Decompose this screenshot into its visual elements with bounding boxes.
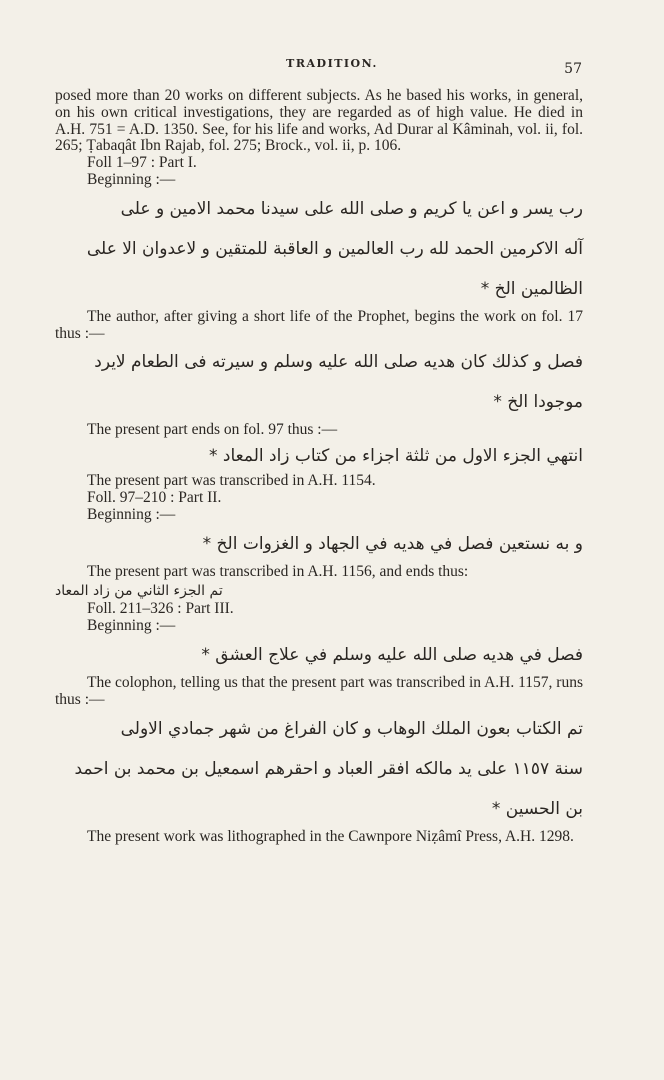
paragraph-transcribed-1: The present part was transcribed in A.H. 1154.	[87, 472, 376, 490]
paragraph-biography: posed more than 20 works on different subjects. As he based his works, in general, on his own critical investigations, they are regarded as of high value. He died in A.H. 751 = A.D. 1350. See, for his life and works, Ad Durar al Kâminah, vol. ii, fol. 265; Ṭabaqât Ibn Rajab, fol. 275; Brock., vol. ii, p. 106.	[55, 87, 583, 155]
beginning-label-2: Beginning :—	[87, 505, 176, 523]
arabic-line: بن الحسين *	[491, 798, 583, 819]
folio-part-1: Foll 1–97 : Part I.	[87, 154, 197, 172]
paragraph-author: The author, after giving a short life of the Prophet, begins the work on fol. 17 thus :—	[55, 307, 583, 342]
running-header	[0, 57, 664, 77]
paragraph-part-end: The present part ends on fol. 97 thus :—	[87, 421, 338, 439]
arabic-line-inline	[55, 580, 583, 601]
arabic-line: سنة ١١٥٧ على يد مالكه افقر العباد و احقرهم اسمعيل بن محمد بن احمد	[74, 758, 583, 779]
paragraph-colophon: The colophon, telling us that the present part was transcribed in A.H. 1157, runs thus :—	[55, 673, 583, 708]
arabic-line: آله الاكرمين الحمد لله رب العالمين و العاقبة للمتقين و لاعدوان الا على	[86, 238, 583, 259]
page-body	[55, 88, 583, 845]
folio-part-3: Foll. 211–326 : Part III.	[87, 600, 234, 618]
arabic-line: فصل في هديه صلى الله عليه وسلم في علاج العشق *	[201, 644, 583, 665]
arabic-line: تم الكتاب بعون الملك الوهاب و كان الفراغ من شهر جمادي الاولى	[120, 718, 583, 739]
arabic-line: و به نستعين فصل في هديه في الجهاد و الغزوات الخ *	[202, 533, 583, 554]
page-number: 57	[564, 61, 582, 77]
arabic-line: فصل و كذلك كان هديه صلى الله عليه وسلم و سيرته فى الطعام لايرد	[94, 352, 583, 373]
folio-part-2: Foll. 97–210 : Part II.	[87, 488, 222, 506]
running-title: TRADITION.	[286, 57, 378, 70]
arabic-line: انتهي الجزء الاول من ثلثة اجزاء من كتاب زاد المعاد *	[209, 446, 583, 467]
arabic-line: موجودا الخ *	[493, 392, 583, 413]
arabic-line: الظالمين الخ *	[480, 278, 583, 299]
paragraph-lithographed: The present work was lithographed in the Cawnpore Niẓâmî Press, A.H. 1298.	[87, 827, 574, 845]
arabic-inline-text: تم الجزء الثاني من زاد المعاد	[55, 583, 223, 600]
paragraph-transcribed-2: The present part was transcribed in A.H. 1156, and ends thus:	[87, 562, 469, 580]
beginning-label-1: Beginning :—	[87, 170, 176, 188]
beginning-label-3: Beginning :—	[87, 617, 176, 635]
arabic-line: رب يسر و اعن يا كريم و صلى الله على سيدنا محمد الامين و على	[120, 198, 583, 219]
